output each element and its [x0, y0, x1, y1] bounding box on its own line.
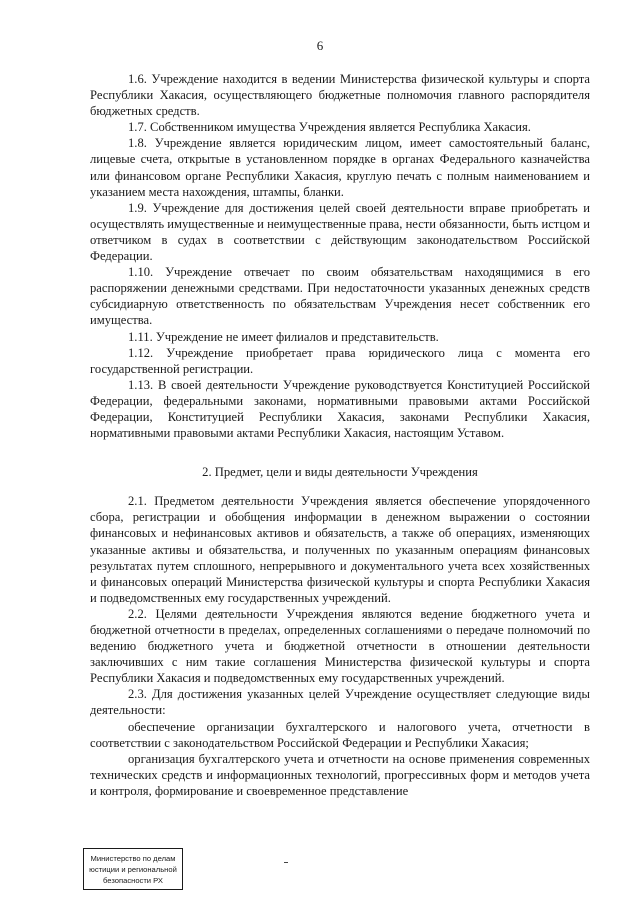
- paragraph-1-12: 1.12. Учреждение приобретает права юридического лица с момента его государственной регистрации.: [90, 345, 590, 376]
- paragraph-2-2: 2.2. Целями деятельности Учреждения являются ведение бюджетного учета и бюджетной отчетности в пределах, определенных соглашениями о передаче полномочий по ведению бюджетного учета и бюджетной отчетности в отношении деятельности заключивших с ним такие соглашения Министерства физической культуры и спорта Республики Хакасия и подведомственных ему государственных учреждений.: [90, 606, 590, 686]
- paragraph-2-3: 2.3. Для достижения указанных целей Учреждение осуществляет следующие виды деятельности:: [90, 687, 590, 718]
- page-number: 6: [316, 38, 324, 53]
- activity-item: обеспечение организации бухгалтерского и налогового учета, отчетности в соответствии с законодательством Российской Федерации и Республики Хакасия;: [90, 719, 590, 750]
- activity-item: организация бухгалтерского учета и отчетности на основе применения современных технических средств и информационных технологий, прогрессивных форм и методов учета и контроля, формирование и своевременное представление: [90, 751, 590, 798]
- paragraph-1-13: 1.13. В своей деятельности Учреждение руководствуется Конституцией Российской Федерации, федеральными законами, нормативными правовыми актами Российской Федерации, Конституцией Республики Хакасия, законами Республики Хакасия, нормативными правовыми актами Республики Хакасия, настоящим Уставом.: [90, 377, 590, 441]
- paragraph-1-7: 1.7. Собственником имущества Учреждения является Республика Хакасия.: [128, 120, 531, 135]
- paragraph-1-11: 1.11. Учреждение не имеет филиалов и представительств.: [128, 329, 439, 344]
- paragraph-1-6: 1.6. Учреждение находится в ведении Министерства физической культуры и спорта Республики Хакасия, осуществляющего бюджетные полномочия главного распорядителя бюджетных средств.: [90, 72, 590, 119]
- stamp-line: юстиции и региональной: [89, 865, 177, 874]
- scan-mark: [284, 862, 288, 863]
- section-heading: 2. Предмет, цели и виды деятельности Учреждения: [202, 465, 478, 480]
- stamp-line: безопасности РХ: [103, 876, 163, 885]
- paragraph-1-10: 1.10. Учреждение отвечает по своим обязательствам находящимися в его распоряжении денежными средствами. При недостаточности указанных денежных средств субсидиарную ответственность по обязательствам Учреждения несет собственник его имущества.: [90, 265, 590, 328]
- stamp-line: Министерство по делам: [90, 854, 176, 863]
- document-body: [90, 71, 590, 799]
- paragraph-2-1: 2.1. Предметом деятельности Учреждения является обеспечение упорядоченного сбора, регистрации и обобщения информации в денежном выражении о состоянии финансовых и нефинансовых активов и обязательств, а также об операциях, изменяющих указанные активы и обязательства, и полученных по указанным операциям финансовых результатах путем сплошного, непрерывного и документального учета всех хозяйственных и финансовых операций Министерства физической культуры и спорта Республики Хакасия и подведомственных ему государственных учреждений.: [90, 494, 590, 605]
- paragraph-1-8: 1.8. Учреждение является юридическим лицом, имеет самостоятельный баланс, лицевые счета, открытые в установленном порядке в органах Федерального казначейства или финансовом органе Республики Хакасия, круглую печать с полным наименованием и указанием места нахождения, штампы, бланки.: [90, 136, 590, 199]
- registration-stamp: [83, 848, 183, 890]
- paragraph-1-9: 1.9. Учреждение для достижения целей своей деятельности вправе приобретать и осуществлять имущественные и неимущественные права, нести обязанности, быть истцом и ответчиком в судах в соответствии с действующим законодательством Российской Федерации.: [90, 200, 590, 264]
